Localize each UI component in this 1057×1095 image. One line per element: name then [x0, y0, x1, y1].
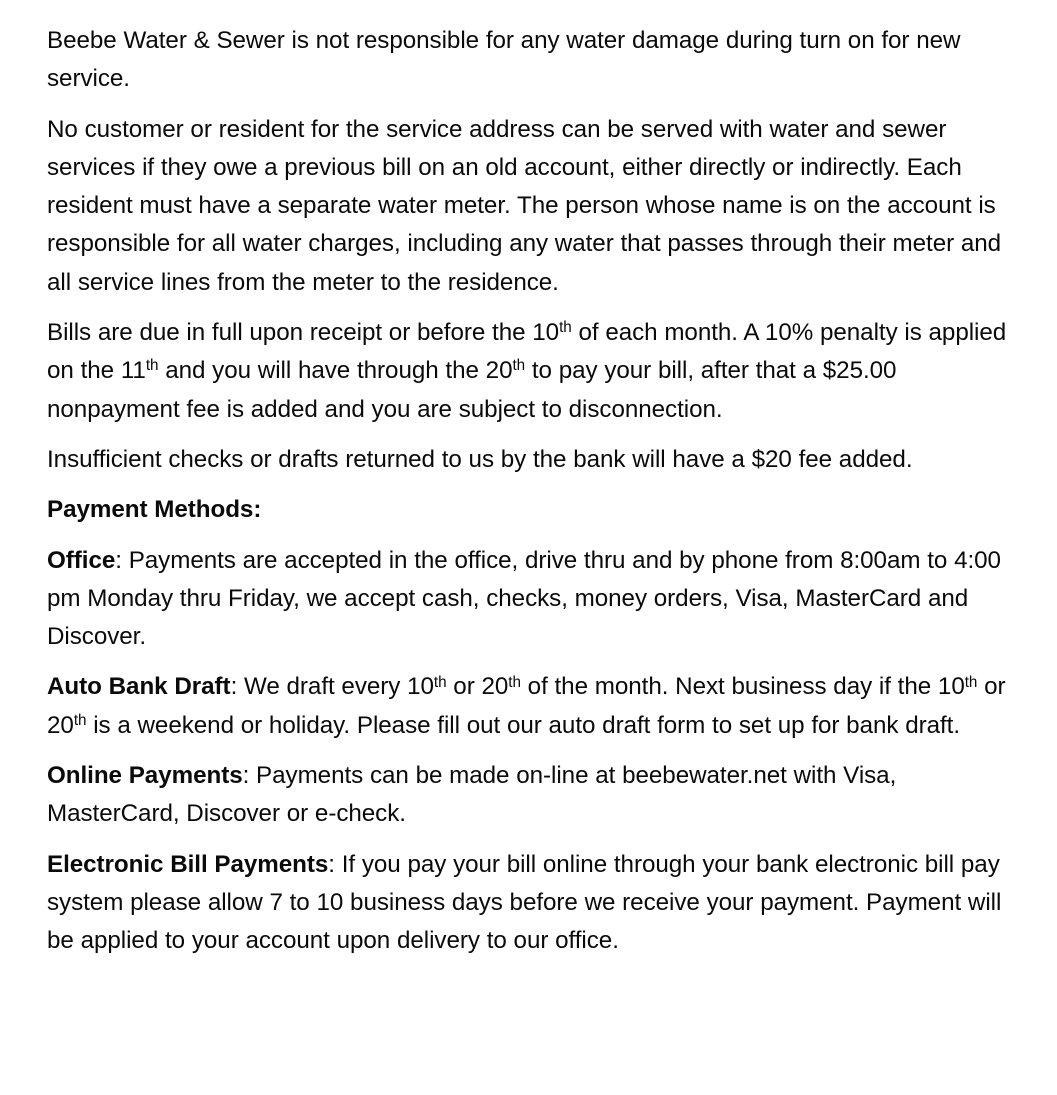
text-run: : Payments can be made on-line at beebewater.net with Visa, MasterCard, Discover or e-check.	[47, 762, 897, 828]
text-run: to pay your bill, after that a $25.00 nonpayment fee is added and you are subject to disconnection.	[47, 357, 897, 423]
ordinal-suffix: th	[508, 673, 521, 691]
paragraph-office-payments	[47, 542, 1015, 657]
text-run: Insufficient checks or drafts returned to us by the bank will have a $20 fee added.	[47, 445, 913, 473]
ordinal-suffix: th	[559, 319, 572, 337]
text-run: : Payments are accepted in the office, drive thru and by phone from 8:00am to 4:00 pm Monday thru Friday, we accept cash, checks, money orders, Visa, MasterCard and Discover.	[47, 546, 1001, 651]
bold-label: Auto Bank Draft	[47, 673, 231, 701]
document-body	[47, 22, 1015, 961]
paragraph-returned-check-fee	[47, 441, 1015, 479]
text-run: or 20	[446, 673, 509, 701]
paragraph-online-payments	[47, 757, 1015, 834]
text-run: : If you pay your bill online through your bank electronic bill pay system please allow 7 to 10 business days before we receive your payment. Payment will be applied to your account upon delivery to our office.	[47, 850, 1002, 955]
ordinal-suffix: th	[145, 357, 159, 375]
text-run: : We draft every 10	[230, 673, 434, 701]
text-run: Bills are due in full upon receipt or before the 10	[47, 319, 560, 347]
text-run: or 20	[47, 673, 1006, 739]
text-run: No customer or resident for the service address can be served with water and sewer services if they owe a previous bill on an old account, either directly or indirectly. Each resident must have a separate water meter. The person whose name is on the account is responsible for all water charges, including any water that passes through their meter and all service lines from the meter to the residence.	[47, 115, 1002, 296]
paragraph-auto-bank-draft	[47, 668, 1015, 745]
bold-label: Online Payments	[47, 762, 243, 790]
text-run: is a weekend or holiday. Please fill out our auto draft form to set up for bank draft.	[86, 711, 961, 739]
paragraph-prior-debt-policy	[47, 111, 1015, 302]
ordinal-suffix: th	[512, 357, 526, 375]
bold-label: Payment Methods:	[47, 496, 262, 524]
text-run: of each month. A 10% penalty is applied on the 11	[47, 319, 1007, 385]
text-run: and you will have through the 20	[158, 357, 513, 385]
heading-payment-methods	[47, 491, 1015, 529]
paragraph-due-dates-and-penalties	[47, 314, 1015, 429]
ordinal-suffix: th	[73, 711, 87, 729]
ordinal-suffix: th	[433, 673, 447, 691]
ordinal-suffix: th	[964, 673, 978, 691]
bold-label: Office	[47, 546, 116, 574]
paragraph-liability-disclaimer	[47, 22, 1015, 99]
text-run: Beebe Water & Sewer is not responsible for any water damage during turn on for new service.	[47, 27, 961, 93]
bold-label: Electronic Bill Payments	[47, 850, 329, 878]
text-run: of the month. Next business day if the 10	[520, 673, 965, 701]
paragraph-electronic-bill-payments	[47, 846, 1015, 961]
